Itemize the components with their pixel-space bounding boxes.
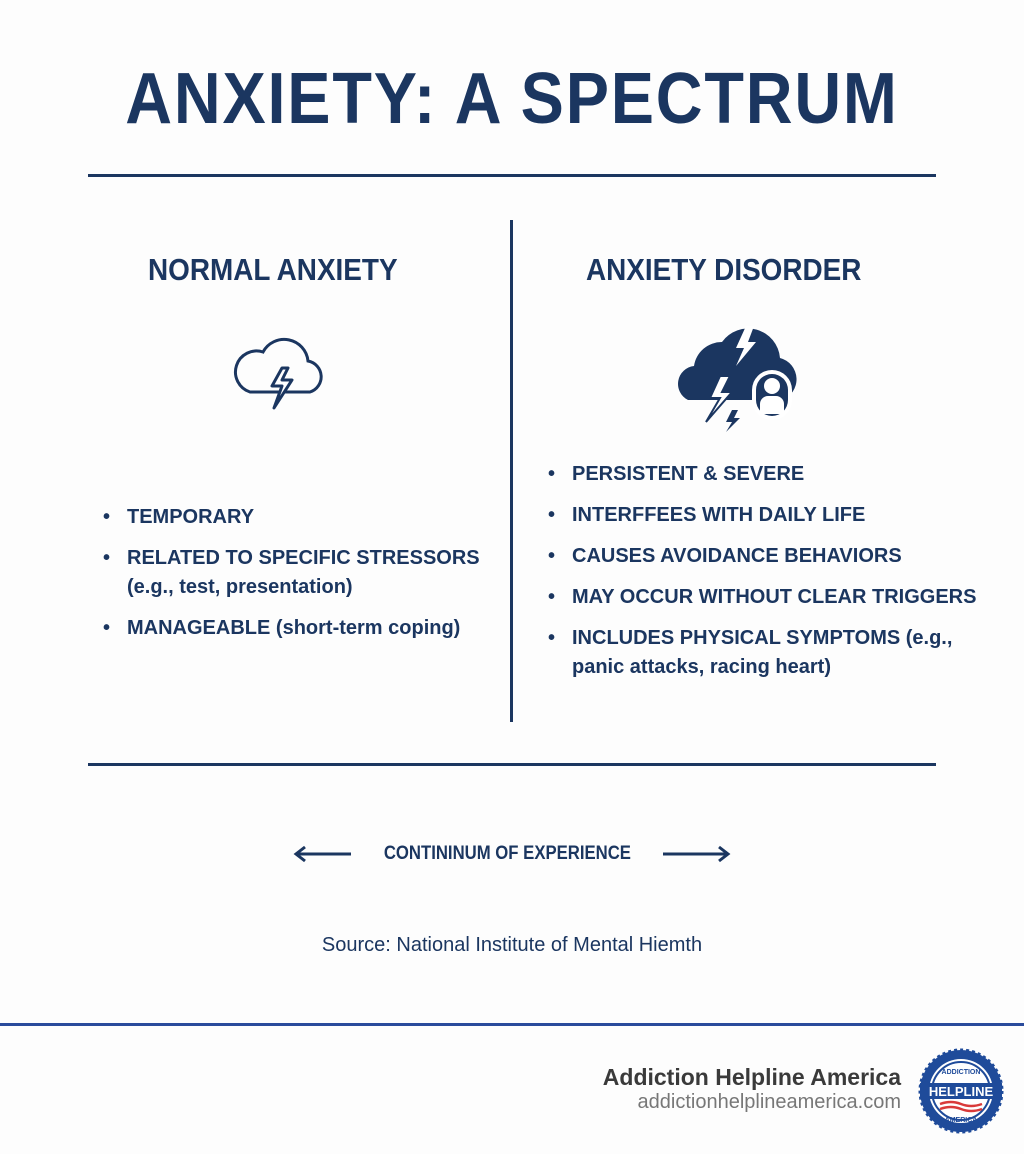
list-item: • PERSISTENT & SEVERE (548, 460, 976, 489)
arrow-right-icon (661, 844, 731, 864)
normal-anxiety-heading: NORMAL ANXIETY (148, 252, 398, 287)
brand-block (603, 1064, 901, 1114)
continuum-label: CONTININUM OF EXPERIENCE (383, 843, 631, 864)
footer-divider (0, 1023, 1024, 1026)
list-item: • MAY OCCUR WITHOUT CLEAR TRIGGERS (548, 583, 976, 612)
list-item: • RELATED TO SPECIFIC STRESSORS (e.g., test, presentation) (103, 544, 480, 602)
column-divider (510, 220, 513, 722)
arrow-left-icon (293, 844, 353, 864)
storm-cloud-person-icon (670, 318, 805, 433)
normal-anxiety-list (103, 503, 480, 655)
list-item: • INCLUDES PHYSICAL SYMPTOMS (e.g., panic attacks, racing heart) (548, 624, 976, 682)
anxiety-disorder-heading: ANXIETY DISORDER (586, 252, 862, 287)
svg-text:AMERICA: AMERICA (944, 1117, 978, 1124)
svg-text:HELPLINE: HELPLINE (928, 1084, 994, 1099)
brand-name: Addiction Helpline America (602, 1064, 901, 1090)
top-divider (88, 174, 936, 177)
cloud-lightning-outline-icon (230, 330, 330, 415)
list-item: • CAUSES AVOIDANCE BEHAVIORS (548, 542, 976, 571)
continuum (0, 843, 1024, 865)
anxiety-disorder-list (548, 460, 976, 694)
page-title: ANXIETY: A SPECTRUM (125, 59, 899, 139)
list-item: • INTERFFEES WITH DAILY LIFE (548, 501, 976, 530)
source-citation: Source: National Institute of Mental Hiemth (321, 934, 703, 956)
svg-text:ADDICTION: ADDICTION (941, 1069, 981, 1076)
helpline-badge-logo (918, 1048, 1004, 1134)
list-item: • TEMPORARY (103, 503, 480, 532)
list-item: • MANAGEABLE (short-term coping) (103, 614, 480, 643)
bottom-divider (88, 763, 936, 766)
brand-url[interactable]: addictionhelplineamerica.com (637, 1091, 901, 1113)
